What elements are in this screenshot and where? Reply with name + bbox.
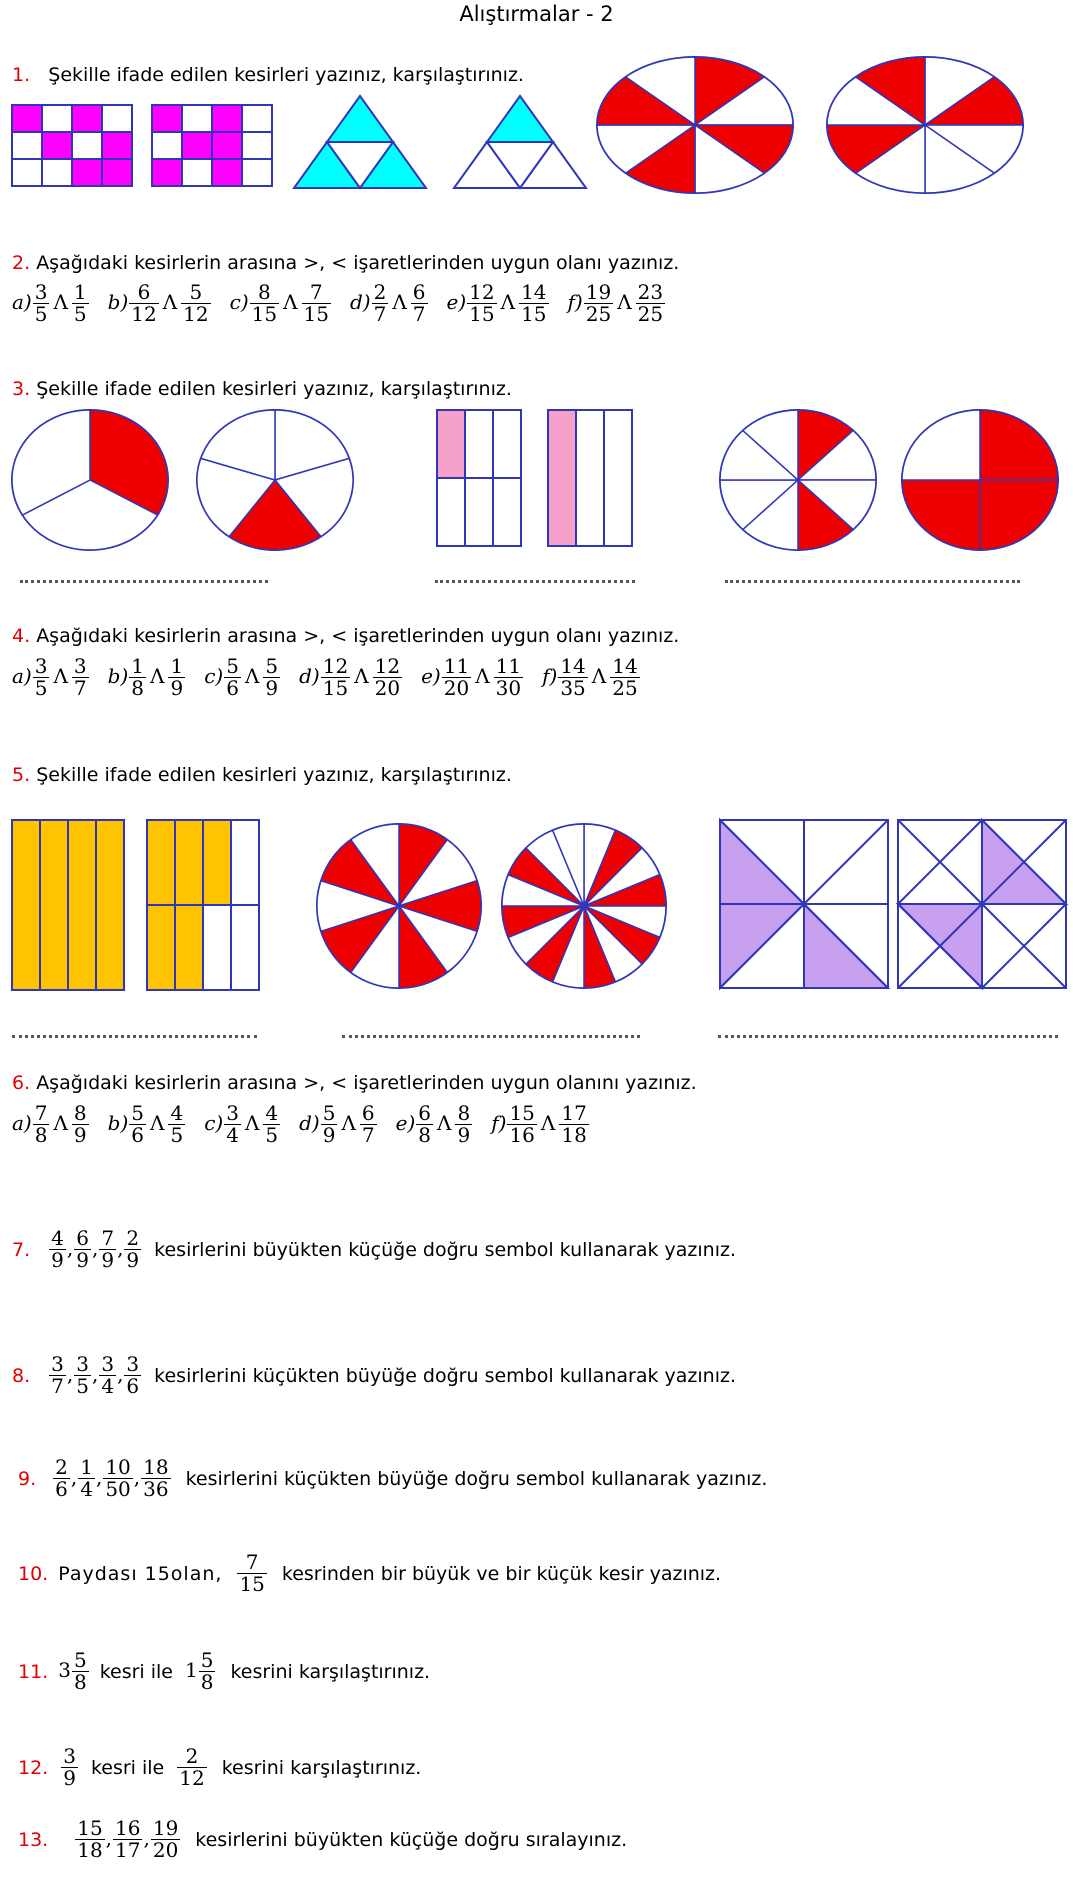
fraction-right: $\frac{14}{15}$ (521, 280, 547, 326)
q11-whole-b: 1 (184, 1658, 198, 1682)
comparison-blank[interactable]: Λ (244, 1111, 260, 1135)
q8-row (12, 1354, 736, 1397)
q8-text: kesirlerini küçükten büyüğe doğru sembol kullanarak yazınız. (154, 1364, 736, 1387)
q13-text: kesirlerini büyükten küçüğe doğru sıralayınız. (195, 1828, 628, 1851)
q6-item (491, 1103, 590, 1146)
q6-instruction (12, 1072, 697, 1094)
grid-cell (12, 820, 40, 990)
grid-cell (231, 905, 259, 990)
fraction: $\frac{3}{6}$ (126, 1352, 140, 1398)
q5-bar-figure-a (10, 818, 130, 993)
comma: , (66, 1362, 74, 1386)
item-label: d) (299, 664, 320, 688)
comparison-blank[interactable]: Λ (53, 290, 68, 314)
q2-text: Aşağıdaki kesirlerin arasına >, < işaretlerinden uygun olanı yazınız. (36, 252, 680, 274)
grid-cell (42, 105, 72, 132)
fraction-left: $\frac{12}{15}$ (322, 654, 349, 700)
comparison-blank[interactable]: Λ (150, 664, 165, 688)
grid-cell (203, 820, 231, 905)
comparison-blank[interactable]: Λ (283, 290, 298, 314)
q5-instruction (12, 764, 512, 786)
circle-sector (902, 480, 980, 550)
comparison-blank[interactable]: Λ (341, 1111, 356, 1135)
item-label: f) (567, 290, 583, 314)
grid-cell (12, 105, 42, 132)
fraction: $\frac{6}{9}$ (76, 1226, 89, 1272)
fraction-left: $\frac{3}{4}$ (226, 1101, 239, 1147)
fraction-left: $\frac{14}{35}$ (560, 654, 586, 700)
item-label: e) (446, 290, 467, 314)
comma: , (117, 1362, 124, 1386)
fraction: $\frac{1}{4}$ (80, 1455, 93, 1501)
q6-item (204, 1103, 281, 1146)
q12-text: kesrini karşılaştırınız. (221, 1756, 422, 1779)
q12-fraction-a: $\frac{3}{9}$ (63, 1744, 76, 1790)
circle-sector (902, 410, 980, 480)
q2-item (230, 282, 332, 325)
q8-number: 8. (12, 1364, 31, 1387)
q13-number: 13. (18, 1828, 49, 1851)
grid-cell (72, 159, 102, 186)
comparison-blank[interactable]: Λ (475, 664, 490, 688)
comma: , (91, 1236, 99, 1260)
item-label: a) (12, 1111, 32, 1135)
q12-fraction-b: $\frac{2}{12}$ (179, 1744, 205, 1790)
q3-answer-line-b[interactable] (435, 580, 635, 583)
fraction: $\frac{3}{7}$ (51, 1352, 64, 1398)
q7-row (12, 1228, 736, 1271)
fraction: $\frac{7}{9}$ (101, 1226, 115, 1272)
fraction-right: $\frac{6}{7}$ (361, 1101, 375, 1147)
item-label: e) (395, 1111, 416, 1135)
q1-number: 1. (12, 64, 31, 86)
q9-text: kesirlerini küçükten büyüğe doğru sembol kullanarak yazınız. (185, 1467, 768, 1490)
comparison-blank[interactable]: Λ (244, 664, 260, 688)
triangle-part (327, 96, 393, 142)
item-label: a) (12, 664, 32, 688)
grid-cell (231, 820, 259, 905)
item-label: d) (350, 290, 371, 314)
q9-row (18, 1457, 767, 1500)
fraction: $\frac{19}{20}$ (152, 1816, 179, 1862)
fraction-left: $\frac{5}{6}$ (131, 1101, 144, 1147)
q9-number: 9. (18, 1467, 37, 1490)
q11-whole-a: 3 (58, 1658, 71, 1682)
grid-cell (102, 105, 132, 132)
q4-item (204, 656, 281, 699)
grid-cell (212, 132, 242, 159)
q5-number: 5. (12, 764, 31, 786)
fraction: $\frac{15}{18}$ (77, 1816, 103, 1862)
q9-fraction-list (52, 1457, 171, 1500)
q6-comparison-row (12, 1103, 608, 1146)
grid-cell (147, 820, 175, 905)
fraction-right: $\frac{8}{9}$ (73, 1101, 87, 1147)
comparison-blank[interactable]: Λ (591, 664, 607, 688)
fraction-left: $\frac{5}{6}$ (226, 654, 239, 700)
fraction-left: $\frac{3}{5}$ (34, 654, 48, 700)
item-label: c) (229, 290, 249, 314)
item-label: b) (107, 1111, 129, 1135)
fraction: $\frac{10}{50}$ (105, 1455, 131, 1501)
grid-cell (242, 159, 272, 186)
q2-instruction (12, 252, 679, 274)
q2-comparison-row (12, 282, 684, 325)
q11-mid-text: kesri ile (99, 1660, 173, 1683)
fraction: $\frac{3}{5}$ (76, 1352, 89, 1398)
grid-cell (604, 410, 632, 546)
q2-item (568, 282, 667, 325)
grid-cell (42, 159, 72, 186)
grid-cell (548, 410, 576, 546)
fraction-right: $\frac{7}{15}$ (303, 280, 329, 326)
fraction-left: $\frac{11}{20}$ (443, 654, 470, 700)
comparison-blank[interactable]: Λ (540, 1111, 556, 1135)
q2-item (350, 282, 429, 325)
q11-fraction-b: $\frac{5}{8}$ (200, 1648, 214, 1694)
comparison-blank[interactable]: Λ (150, 1111, 165, 1135)
grid-cell (152, 105, 182, 132)
q10-fraction (236, 1552, 267, 1595)
q5-text: Şekille ifade edilen kesirleri yazınız, karşılaştırınız. (36, 764, 512, 786)
grid-cell (242, 105, 272, 132)
q3-answer-line-c[interactable] (725, 580, 1020, 583)
item-label: d) (299, 1111, 320, 1135)
fraction-left: $\frac{15}{16}$ (509, 1101, 535, 1147)
q4-instruction (12, 625, 679, 647)
q7-number: 7. (12, 1238, 31, 1261)
q5-bar-figure-b (145, 818, 265, 993)
grid-cell (465, 478, 493, 546)
fraction-right: $\frac{11}{30}$ (495, 654, 522, 700)
q3-number: 3. (12, 378, 31, 400)
fraction-right: $\frac{5}{9}$ (265, 654, 279, 700)
fraction-left: $\frac{19}{25}$ (585, 280, 612, 326)
grid-cell (576, 410, 604, 546)
q6-item (108, 1103, 187, 1146)
fraction-left: $\frac{7}{8}$ (34, 1101, 48, 1147)
q3-answer-line-a[interactable] (20, 580, 268, 583)
q3-circle-figure-d (900, 408, 1065, 558)
comma: , (91, 1362, 99, 1386)
q4-item (542, 656, 641, 699)
grid-cell (182, 159, 212, 186)
q4-item (108, 656, 187, 699)
item-label: c) (204, 1111, 224, 1135)
q3-circle-figure-c (718, 408, 883, 558)
q4-item (421, 656, 524, 699)
q5-answer-line-c[interactable] (718, 1035, 1058, 1038)
q11-fraction-a: $\frac{5}{8}$ (73, 1648, 87, 1694)
comma: , (95, 1465, 103, 1489)
grid-cell (437, 410, 465, 478)
fraction-left: $\frac{1}{8}$ (131, 654, 144, 700)
grid-cell (212, 159, 242, 186)
comparison-blank[interactable]: Λ (53, 1111, 68, 1135)
fraction-left: $\frac{12}{15}$ (469, 280, 495, 326)
q4-item (299, 656, 403, 699)
grid-cell (242, 132, 272, 159)
comparison-blank[interactable]: Λ (53, 664, 68, 688)
q13-fraction-list (74, 1818, 181, 1861)
grid-cell (175, 820, 203, 905)
fraction-right: $\frac{3}{7}$ (73, 654, 87, 700)
q1-triangle-figure-a (290, 92, 430, 192)
fraction-right: $\frac{23}{25}$ (637, 280, 664, 326)
q8-fraction-list (48, 1354, 142, 1397)
fraction-right: $\frac{1}{9}$ (170, 654, 184, 700)
q1-grid-figure-a (10, 103, 134, 191)
fraction-left: $\frac{6}{8}$ (418, 1101, 432, 1147)
comparison-blank[interactable]: Λ (437, 1111, 452, 1135)
comparison-blank[interactable]: Λ (392, 290, 407, 314)
q3-text: Şekille ifade edilen kesirleri yazınız, karşılaştırınız. (36, 378, 512, 400)
comparison-blank[interactable]: Λ (162, 290, 178, 314)
q11-text: kesrini karşılaştırınız. (230, 1660, 431, 1683)
comparison-blank[interactable]: Λ (500, 290, 516, 314)
q5-answer-line-a[interactable] (12, 1035, 257, 1038)
fraction: $\frac{16}{17}$ (115, 1816, 141, 1862)
grid-cell (182, 132, 212, 159)
grid-cell (493, 478, 521, 546)
grid-cell (212, 105, 242, 132)
q3-instruction (12, 378, 512, 400)
q3-circle-figure-b (195, 408, 360, 558)
grid-cell (102, 132, 132, 159)
q10-number: 10. (18, 1562, 49, 1585)
q1-text: Şekille ifade edilen kesirleri yazınız, karşılaştırınız. (48, 64, 524, 86)
q6-number: 6. (12, 1072, 31, 1094)
q11-row (18, 1650, 430, 1693)
comma: , (70, 1465, 78, 1489)
grid-cell (72, 105, 102, 132)
q5-square-figure-a (718, 818, 890, 993)
q12-row (18, 1746, 421, 1789)
comma: , (105, 1826, 113, 1850)
fraction-left: $\frac{3}{5}$ (34, 280, 48, 326)
q1-triangle-figure-b (450, 92, 590, 192)
q4-text: Aşağıdaki kesirlerin arasına >, < işaretlerinden uygun olanı yazınız. (36, 625, 680, 647)
item-label: e) (421, 664, 441, 688)
q5-circle-figure-a (315, 822, 485, 992)
fraction: $\frac{7}{15}$ (239, 1550, 265, 1596)
grid-cell (152, 132, 182, 159)
q12-number: 12. (18, 1756, 49, 1779)
q7-text: kesirlerini büyükten küçüğe doğru sembol kullanarak yazınız. (154, 1238, 736, 1261)
q6-item (299, 1103, 378, 1146)
triangle-part (487, 96, 553, 142)
grid-cell (68, 820, 96, 990)
q10-pre-text: Paydası 15olan, (58, 1562, 223, 1585)
comma: , (117, 1236, 124, 1260)
grid-cell (12, 159, 42, 186)
grid-cell (203, 905, 231, 990)
grid-cell (182, 105, 212, 132)
grid-cell (493, 410, 521, 478)
item-label: b) (107, 664, 129, 688)
q13-row (18, 1818, 627, 1861)
grid-cell (437, 478, 465, 546)
q2-number: 2. (12, 252, 31, 274)
fraction: $\frac{2}{9}$ (126, 1226, 140, 1272)
comparison-blank[interactable]: Λ (354, 664, 369, 688)
grid-cell (175, 905, 203, 990)
item-label: a) (12, 290, 32, 314)
item-label: f) (542, 664, 558, 688)
q5-square-figure-b (896, 818, 1068, 993)
fraction-right: $\frac{8}{9}$ (457, 1101, 471, 1147)
q12-mid-text: kesri ile (90, 1756, 165, 1779)
comma: , (143, 1826, 150, 1850)
circle-sector (980, 480, 1058, 550)
grid-cell (40, 820, 68, 990)
q2-item (447, 282, 550, 325)
q1-grid-figure-b (150, 103, 274, 191)
grid-cell (152, 159, 182, 186)
q10-row (18, 1552, 721, 1595)
fraction-right: $\frac{14}{25}$ (612, 654, 638, 700)
q3-rect-figure-b (546, 408, 636, 550)
item-label: f) (491, 1111, 507, 1135)
grid-cell (147, 905, 175, 990)
comparison-blank[interactable]: Λ (617, 290, 632, 314)
fraction-right: $\frac{17}{18}$ (561, 1101, 587, 1147)
q7-fraction-list (48, 1228, 142, 1271)
q5-answer-line-b[interactable] (342, 1035, 640, 1038)
fraction: $\frac{18}{36}$ (143, 1455, 169, 1501)
item-label: b) (107, 290, 129, 314)
item-label: c) (204, 664, 224, 688)
fraction-right: $\frac{12}{20}$ (374, 654, 401, 700)
circle-sector (980, 410, 1058, 480)
grid-cell (12, 132, 42, 159)
fraction: $\frac{3}{4}$ (101, 1352, 115, 1398)
grid-cell (96, 820, 124, 990)
q6-item (12, 1103, 90, 1146)
fraction-right: $\frac{6}{7}$ (412, 280, 426, 326)
fraction-right: $\frac{4}{5}$ (265, 1101, 279, 1147)
q11-mixed-number-b (185, 1650, 216, 1693)
q6-item (396, 1103, 474, 1146)
page-title: Alıştırmalar - 2 (459, 2, 614, 26)
q5-circle-figure-b (500, 822, 670, 992)
fraction-left: $\frac{5}{9}$ (322, 1101, 336, 1147)
comma: , (133, 1465, 141, 1489)
grid-cell (42, 132, 72, 159)
q1-oval-figure-b (825, 55, 1035, 195)
grid-cell (72, 132, 102, 159)
fraction-right: $\frac{4}{5}$ (170, 1101, 184, 1147)
fraction-right: $\frac{5}{12}$ (183, 280, 209, 326)
q4-item (12, 656, 90, 699)
q2-item (108, 282, 212, 325)
fraction-left: $\frac{6}{12}$ (131, 280, 157, 326)
q4-number: 4. (12, 625, 31, 647)
grid-cell (465, 410, 493, 478)
fraction: $\frac{4}{9}$ (51, 1226, 64, 1272)
fraction-right: $\frac{1}{5}$ (73, 280, 87, 326)
q11-mixed-number-a (58, 1650, 89, 1693)
q11-number: 11. (18, 1660, 49, 1683)
grid-cell (102, 159, 132, 186)
q3-circle-figure-a (10, 408, 175, 558)
fraction-left: $\frac{8}{15}$ (251, 280, 278, 326)
q2-item (12, 282, 90, 325)
q1-instruction (12, 64, 524, 86)
q3-rect-figure-a (435, 408, 525, 550)
q6-text: Aşağıdaki kesirlerin arasına >, < işaretlerinden uygun olanını yazınız. (36, 1072, 697, 1094)
q4-comparison-row (12, 656, 659, 699)
comma: , (66, 1236, 74, 1260)
fraction: $\frac{2}{6}$ (55, 1455, 68, 1501)
q10-text: kesrinden bir büyük ve bir küçük kesir yazınız. (281, 1562, 722, 1585)
q1-oval-figure-a (595, 55, 805, 195)
fraction-left: $\frac{2}{7}$ (373, 280, 387, 326)
